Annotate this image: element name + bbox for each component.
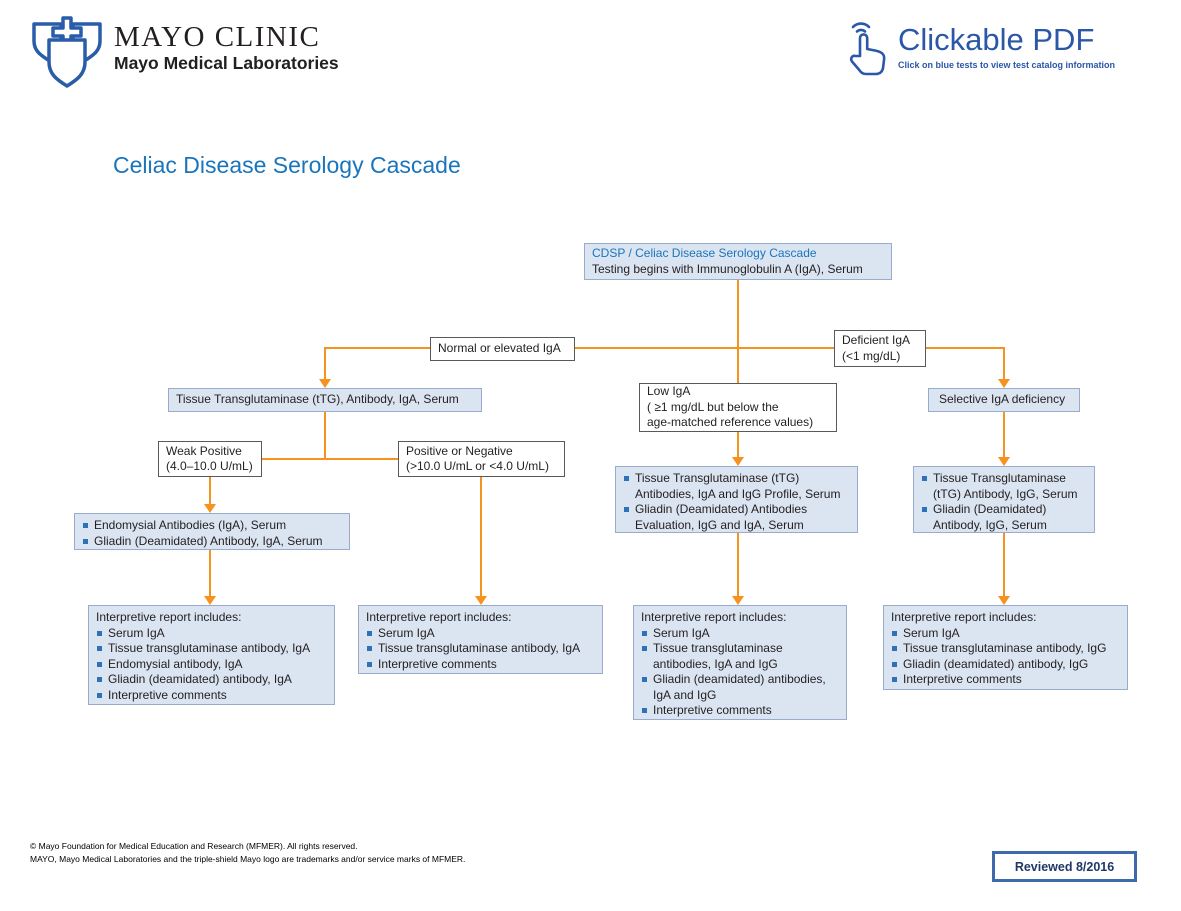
- report-item: Tissue transglutaminase antibodies, IgA and IgG: [641, 641, 841, 672]
- start-test-note: Testing begins with Immunoglobulin A (IgA), Serum: [592, 261, 863, 276]
- report-header: Interpretive report includes:: [641, 610, 787, 624]
- brand-name: MAYO CLINIC: [114, 21, 321, 53]
- brand-text: [114, 14, 339, 73]
- connector: [480, 477, 482, 596]
- report-item: Gliadin (deamidated) antibody, IgA: [96, 672, 329, 688]
- arrow-down-icon: [204, 596, 216, 605]
- connector: [1003, 410, 1005, 457]
- selective-iga-deficiency-box: [928, 388, 1080, 412]
- branch-low-line2: ( ≥1 mg/dL but below the: [647, 399, 779, 414]
- arrow-down-icon: [732, 596, 744, 605]
- branch-positive-or-negative: [398, 441, 565, 477]
- connector: [737, 280, 739, 383]
- branch-deficient-line1: Deficient IgA: [842, 333, 911, 347]
- clickable-pdf-text: [898, 16, 1115, 81]
- report-item: Serum IgA: [366, 626, 597, 642]
- test-link-ttg-iga[interactable]: Tissue Transglutaminase (tTG), Antibody, IgA, Serum: [176, 392, 459, 407]
- arrow-down-icon: [998, 596, 1010, 605]
- branch-low-line1: Low IgA: [647, 384, 691, 399]
- report-header: Interpretive report includes:: [96, 610, 242, 624]
- arrow-down-icon: [998, 379, 1010, 388]
- branch-normal-iga-label: Normal or elevated IgA: [438, 341, 561, 356]
- start-test-box[interactable]: [584, 243, 892, 280]
- connector: [1003, 347, 1005, 379]
- copyright-line2: MAYO, Mayo Medical Laboratories and the triple-shield Mayo logo are trademarks and/or service marks of MFMER.: [30, 854, 466, 864]
- test-box-ttg-igg[interactable]: [913, 466, 1095, 533]
- interpretive-report-low-iga: [633, 605, 847, 720]
- report-item: Endomysial antibody, IgA: [96, 657, 329, 673]
- copyright-text: [30, 840, 465, 866]
- test-link[interactable]: Tissue Transglutaminase (tTG) Antibodies, IgA and IgG Profile, Serum: [623, 471, 852, 502]
- report-item: Interpretive comments: [641, 703, 841, 719]
- test-link[interactable]: Gliadin (Deamidated) Antibody, IgA, Serum: [82, 534, 344, 550]
- connector: [209, 550, 211, 596]
- weak-positive-line1: Weak Positive: [166, 443, 242, 458]
- reviewed-label: Reviewed 8/2016: [1014, 859, 1115, 874]
- report-item: Tissue transglutaminase antibody, IgG: [891, 641, 1122, 657]
- report-item: Gliadin (deamidated) antibody, IgG: [891, 657, 1122, 673]
- connector: [324, 347, 326, 379]
- connector: [737, 533, 739, 596]
- report-header: Interpretive report includes:: [366, 610, 512, 624]
- test-link[interactable]: Endomysial Antibodies (IgA), Serum: [82, 518, 344, 534]
- test-link[interactable]: Tissue Transglutaminase (tTG) Antibody, IgG, Serum: [921, 471, 1089, 502]
- test-link[interactable]: Gliadin (Deamidated) Antibody, IgG, Serum: [921, 502, 1089, 533]
- page-title: Celiac Disease Serology Cascade: [113, 152, 461, 178]
- branch-deficient-line2: (<1 mg/dL): [842, 348, 901, 363]
- interpretive-report-deficient-iga: [883, 605, 1128, 690]
- branch-low-line3: age-matched reference values): [647, 415, 814, 430]
- test-link[interactable]: Gliadin (Deamidated) Antibodies Evaluation, IgG and IgA, Serum: [623, 502, 852, 533]
- mayo-triple-shield-icon: [30, 14, 104, 95]
- connector: [324, 412, 326, 460]
- arrow-down-icon: [204, 504, 216, 513]
- clickable-pdf-banner: [846, 16, 1115, 81]
- arrow-down-icon: [319, 379, 331, 388]
- arrow-down-icon: [998, 457, 1010, 466]
- positive-negative-line2: (>10.0 U/mL or <4.0 U/mL): [406, 459, 549, 473]
- branch-deficient-iga: [834, 330, 926, 367]
- weak-positive-line2: (4.0–10.0 U/mL): [166, 459, 253, 473]
- report-item: Serum IgA: [96, 626, 329, 642]
- report-item: Serum IgA: [891, 626, 1122, 642]
- interpretive-report-positive-negative: [358, 605, 603, 674]
- report-item: Serum IgA: [641, 626, 841, 642]
- test-box-ttg-iga[interactable]: [168, 388, 482, 412]
- clickable-pdf-title: Clickable PDF: [898, 22, 1095, 57]
- connector: [737, 432, 739, 457]
- connector: [262, 458, 398, 460]
- positive-negative-line1: Positive or Negative: [406, 443, 513, 458]
- interpretive-report-weak-positive: [88, 605, 335, 705]
- report-item: Interpretive comments: [891, 672, 1122, 688]
- reviewed-badge: [992, 851, 1137, 882]
- brand-division: Mayo Medical Laboratories: [114, 53, 339, 73]
- report-header: Interpretive report includes:: [891, 610, 1037, 624]
- clicking-hand-icon: [846, 16, 892, 81]
- clickable-pdf-subtitle: Click on blue tests to view test catalog information: [898, 60, 1116, 70]
- branch-low-iga: [639, 383, 837, 432]
- branch-weak-positive: [158, 441, 262, 477]
- test-box-ttg-profile[interactable]: [615, 466, 858, 533]
- report-item: Interpretive comments: [96, 688, 329, 704]
- brand-header: [30, 14, 339, 95]
- arrow-down-icon: [475, 596, 487, 605]
- connector: [209, 477, 211, 504]
- report-item: Interpretive comments: [366, 657, 597, 673]
- branch-normal-iga: [430, 337, 575, 361]
- test-box-endomysial[interactable]: [74, 513, 350, 550]
- report-item: Gliadin (deamidated) antibodies, IgA and IgG: [641, 672, 841, 703]
- start-test-link[interactable]: CDSP / Celiac Disease Serology Cascade: [592, 246, 817, 260]
- copyright-line1: © Mayo Foundation for Medical Education and Research (MFMER). All rights reserved.: [30, 841, 358, 851]
- arrow-down-icon: [732, 457, 744, 466]
- selective-iga-label: Selective IgA deficiency: [939, 392, 1066, 407]
- connector: [1003, 533, 1005, 596]
- report-item: Tissue transglutaminase antibody, IgA: [96, 641, 329, 657]
- report-item: Tissue transglutaminase antibody, IgA: [366, 641, 597, 657]
